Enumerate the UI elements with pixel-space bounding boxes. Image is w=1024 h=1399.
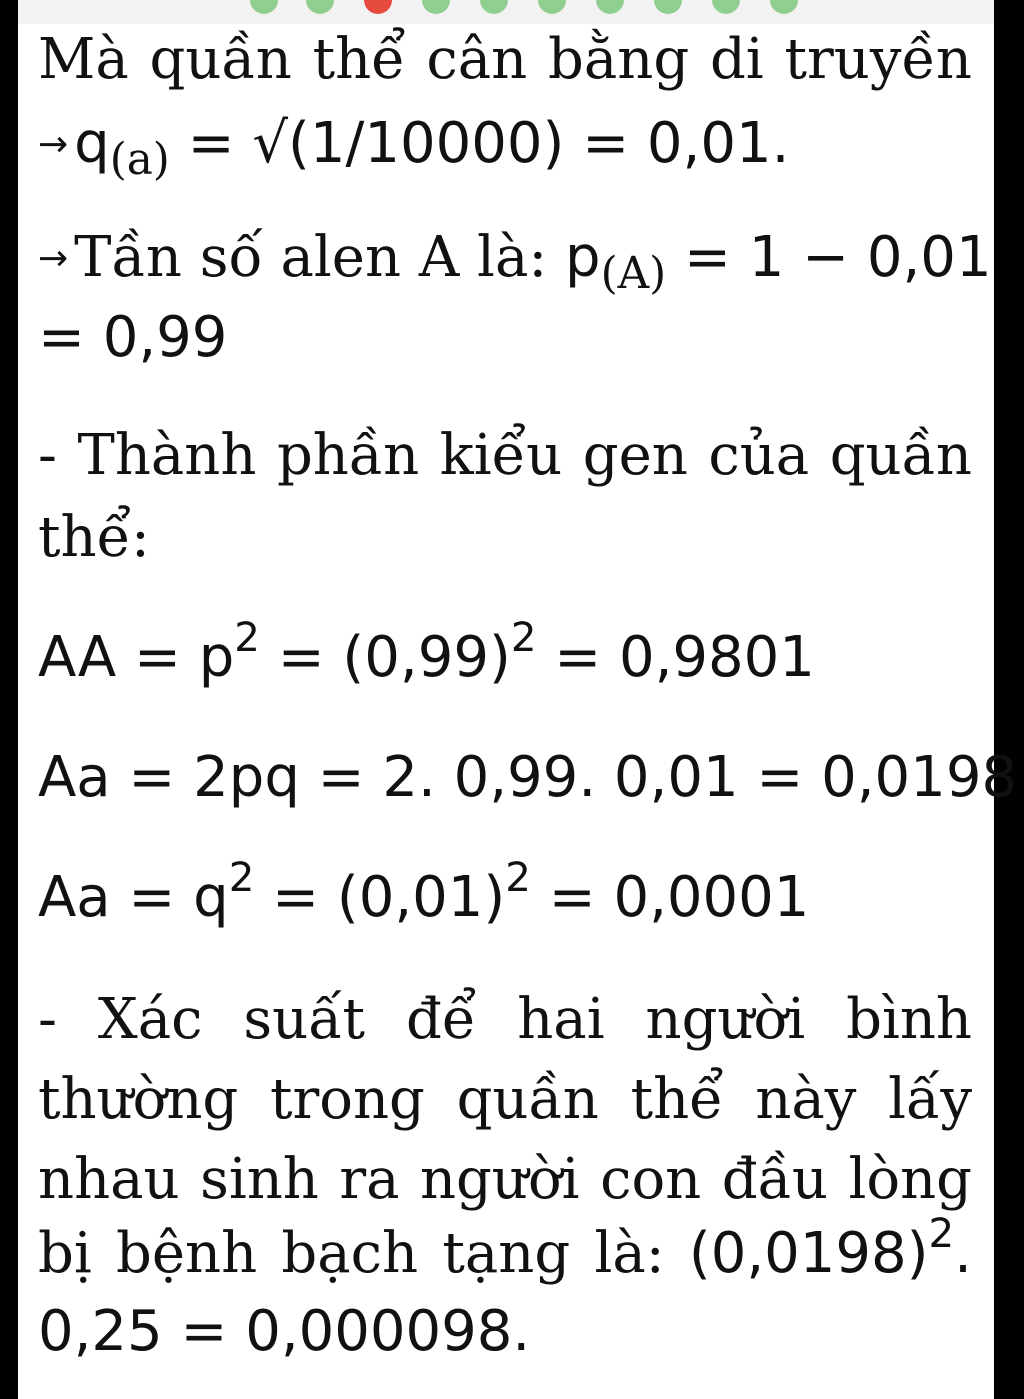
equation-Aa bbox=[38, 746, 1017, 810]
word: này bbox=[755, 1067, 857, 1132]
eq-text: Aa = 2pq = 2. 0,99. 0,01 = 0,0198 bbox=[38, 745, 1018, 810]
equation-aa bbox=[38, 854, 810, 930]
eq-lhs: AA = p bbox=[38, 625, 235, 690]
progress-dot[interactable] bbox=[712, 0, 740, 14]
subscript-A: (A) bbox=[600, 248, 667, 300]
progress-dot-current[interactable] bbox=[364, 0, 392, 14]
eq-mid: = (0,99) bbox=[259, 625, 511, 690]
word: gen bbox=[582, 423, 688, 488]
exponent: 2 bbox=[928, 1210, 955, 1258]
exponent: 2 bbox=[505, 854, 531, 902]
expr-end: . bbox=[954, 1221, 972, 1286]
probability-result: 0,25 = 0,000098. bbox=[38, 1299, 531, 1364]
progress-dot[interactable] bbox=[654, 0, 682, 14]
progress-dot[interactable] bbox=[480, 0, 508, 14]
probability-expression bbox=[688, 1210, 972, 1286]
line-q-frequency bbox=[38, 112, 789, 192]
word: lấy bbox=[888, 1067, 972, 1132]
word: ra bbox=[339, 1147, 400, 1212]
word: phần bbox=[276, 423, 420, 488]
eq-result: = 0,9801 bbox=[536, 625, 815, 690]
line-probability-4 bbox=[38, 1210, 972, 1286]
word: thường bbox=[38, 1067, 239, 1132]
exponent: 2 bbox=[234, 614, 260, 662]
word: người bbox=[419, 1147, 580, 1212]
progress-dot[interactable] bbox=[422, 0, 450, 14]
eq-mid: = (0,01) bbox=[254, 865, 506, 930]
line-probability-2 bbox=[38, 1068, 972, 1132]
word: Xác bbox=[97, 987, 203, 1052]
allele-a-label: Tần số alen A là: bbox=[74, 225, 566, 290]
symbol-p: p bbox=[565, 225, 601, 290]
word: lòng bbox=[848, 1147, 972, 1212]
line-p-frequency bbox=[38, 226, 992, 306]
word: Mà bbox=[38, 27, 129, 92]
word: quần bbox=[149, 27, 292, 92]
line-probability-result bbox=[38, 1300, 530, 1364]
arrow-right-icon: → bbox=[38, 123, 69, 165]
eq-lhs: Aa = q bbox=[38, 865, 229, 930]
word: nhau bbox=[38, 1147, 180, 1212]
p-formula: = 1 − 0,01 bbox=[666, 225, 992, 290]
word: bình bbox=[846, 987, 972, 1052]
word: hai bbox=[517, 987, 605, 1052]
word: - bbox=[38, 423, 57, 488]
word: của bbox=[708, 423, 810, 488]
word: - bbox=[38, 987, 57, 1052]
word: là: bbox=[594, 1221, 665, 1286]
word: đầu bbox=[721, 1147, 828, 1212]
q-formula: = √(1/10000) = 0,01. bbox=[169, 111, 790, 176]
word: con bbox=[600, 1147, 702, 1212]
progress-dot[interactable] bbox=[538, 0, 566, 14]
arrow-right-icon: → bbox=[38, 237, 69, 279]
line-genotype-heading bbox=[38, 424, 972, 488]
word: kiểu bbox=[439, 423, 563, 488]
word: để bbox=[405, 987, 477, 1052]
word: bị bbox=[38, 1221, 92, 1286]
word: tạng bbox=[442, 1221, 571, 1286]
line-p-value bbox=[38, 306, 227, 370]
p-value: = 0,99 bbox=[38, 305, 228, 370]
subscript-a: (a) bbox=[109, 134, 170, 186]
exponent: 2 bbox=[510, 614, 537, 662]
word: thể bbox=[630, 1067, 724, 1132]
word: bệnh bbox=[116, 1221, 258, 1286]
progress-dot[interactable] bbox=[306, 0, 334, 14]
word: di bbox=[709, 27, 764, 92]
word: thể bbox=[312, 27, 406, 92]
progress-dot[interactable] bbox=[596, 0, 624, 14]
word: người bbox=[645, 987, 806, 1052]
expr-base: (0,0198) bbox=[688, 1221, 929, 1286]
exponent: 2 bbox=[228, 854, 255, 902]
word: quần bbox=[456, 1067, 599, 1132]
word: truyền bbox=[784, 27, 972, 92]
word: sinh bbox=[200, 1147, 319, 1212]
word: suất bbox=[243, 987, 366, 1052]
word: Thành bbox=[77, 423, 257, 488]
heading-end: thể: bbox=[38, 505, 150, 570]
word: trong bbox=[269, 1067, 425, 1132]
symbol-q: q bbox=[74, 111, 110, 176]
line-equilibrium bbox=[38, 28, 972, 92]
word: bằng bbox=[548, 27, 690, 92]
progress-dot[interactable] bbox=[770, 0, 798, 14]
equation-AA bbox=[38, 614, 815, 690]
word: quần bbox=[829, 423, 972, 488]
word: bạch bbox=[281, 1221, 419, 1286]
answer-page bbox=[18, 0, 1018, 1399]
line-genotype-heading-end bbox=[38, 506, 150, 570]
eq-result: = 0,0001 bbox=[530, 865, 810, 930]
line-probability-3 bbox=[38, 1148, 972, 1212]
word: cân bbox=[426, 27, 528, 92]
progress-dots bbox=[18, 0, 994, 24]
line-probability-1 bbox=[38, 988, 972, 1052]
progress-dot[interactable] bbox=[250, 0, 278, 14]
